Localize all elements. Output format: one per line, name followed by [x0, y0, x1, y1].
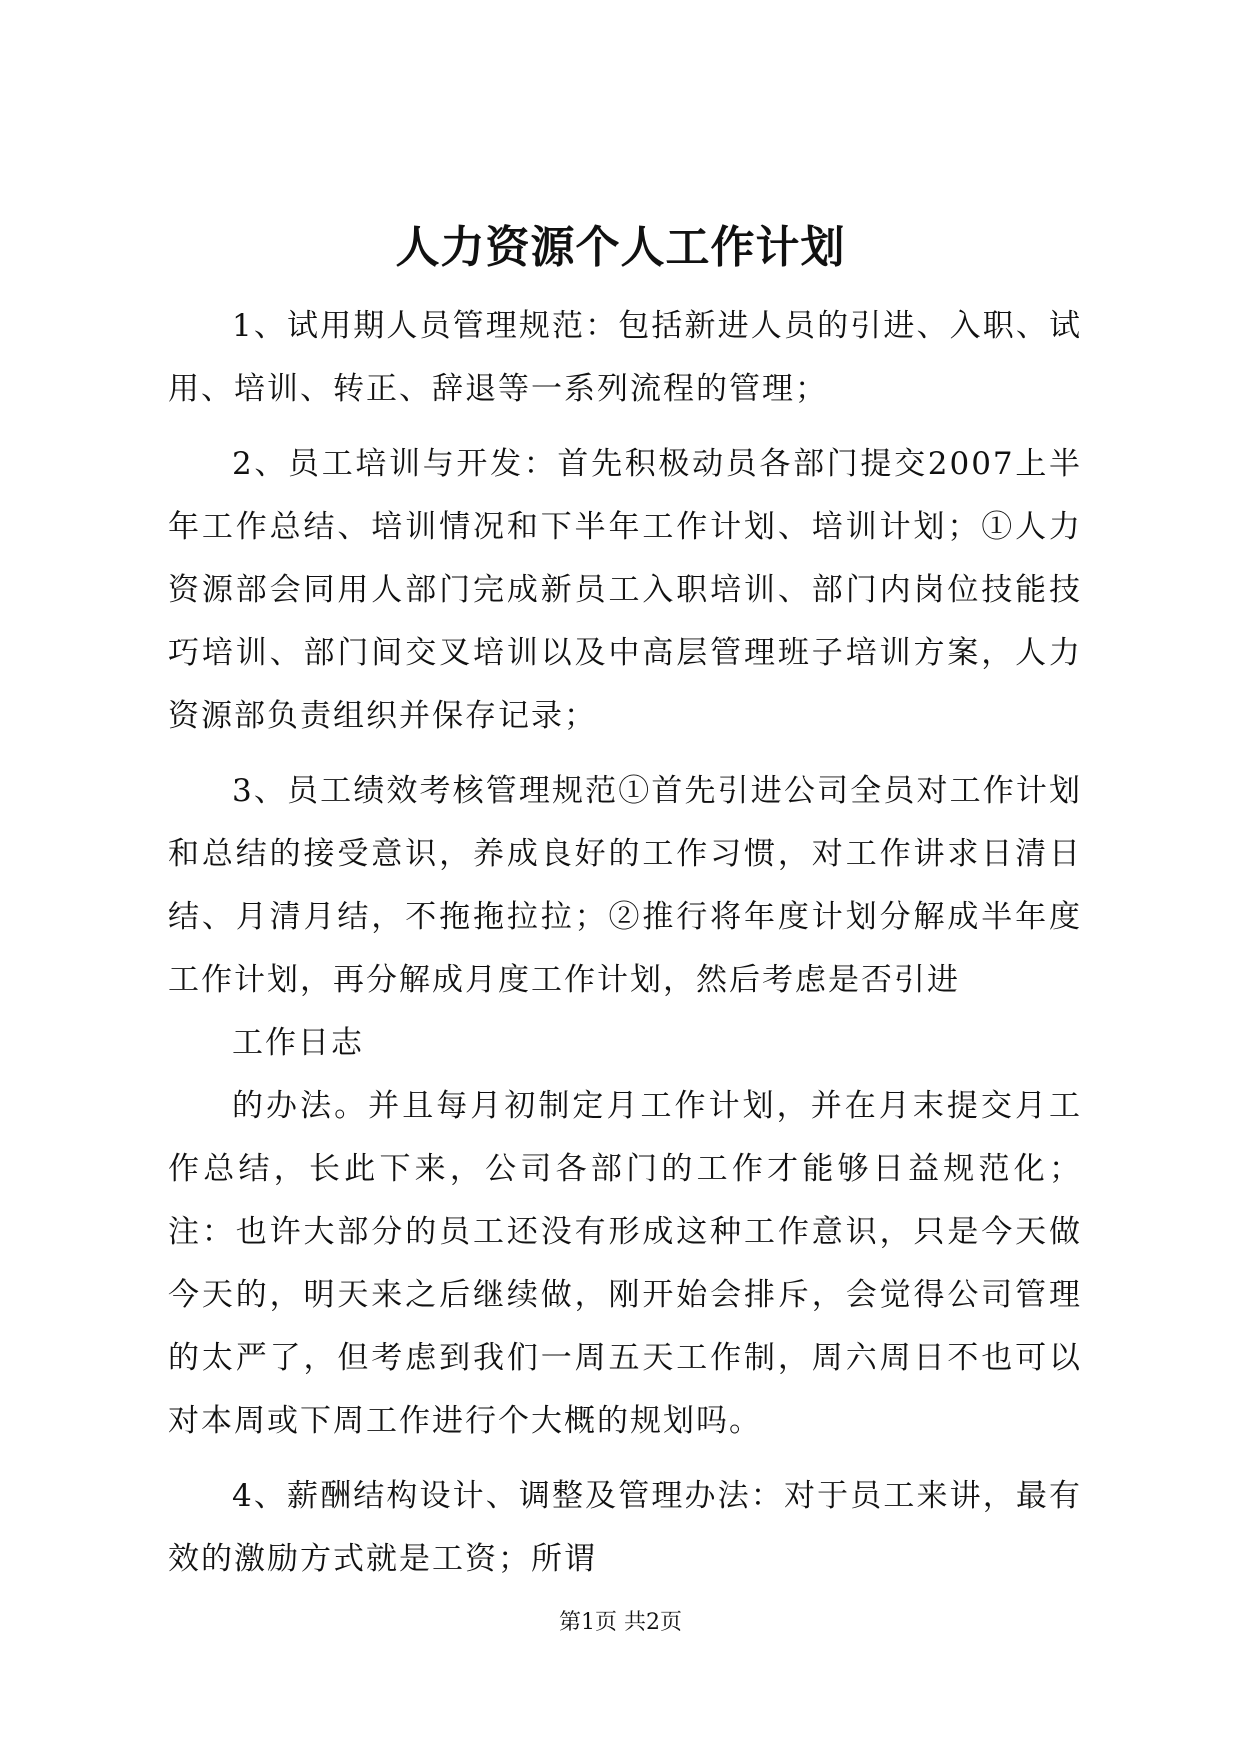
paragraph-work-log: 工作日志: [232, 1025, 364, 1061]
document-body: [168, 295, 1082, 1591]
paragraph-salary-structure: 4、薪酬结构设计、调整及管理办法：对于员工来讲，最有效的激励方式就是工资；所谓: [168, 1478, 1082, 1577]
paragraph-probation-management: 1、试用期人员管理规范：包括新进人员的引进、入职、试用、培训、转正、辞退等一系列流程的管理；: [168, 308, 1082, 407]
page-footer: 第1页 共2页: [559, 1610, 682, 1635]
paragraph-performance-review: 3、员工绩效考核管理规范①首先引进公司全员对工作计划和总结的接受意识，养成良好的工作习惯，对工作讲求日清日结、月清月结，不拖拖拉拉；②推行将年度计划分解成半年度工作计划，再分解成月度工作计划，然后考虑是否引进: [168, 773, 1082, 998]
paragraph-monthly-plan: 的办法。并且每月初制定月工作计划，并在月末提交月工作总结，长此下来，公司各部门的工作才能够日益规范化；注：也许大部分的员工还没有形成这种工作意识，只是今天做今天的，明天来之后继续做，刚开始会排斥，会觉得公司管理的太严了，但考虑到我们一周五天工作制，周六周日不也可以对本周或下周工作进行个大概的规划吗。: [168, 1088, 1082, 1439]
document-title: 人力资源个人工作计划: [395, 222, 846, 273]
paragraph-training-development: 2、员工培训与开发：首先积极动员各部门提交2007上半年工作总结、培训情况和下半年工作计划、培训计划；①人力资源部会同用人部门完成新员工入职培训、部门内岗位技能技巧培训、部门间交叉培训以及中高层管理班子培训方案，人力资源部负责组织并保存记录；: [168, 446, 1082, 734]
